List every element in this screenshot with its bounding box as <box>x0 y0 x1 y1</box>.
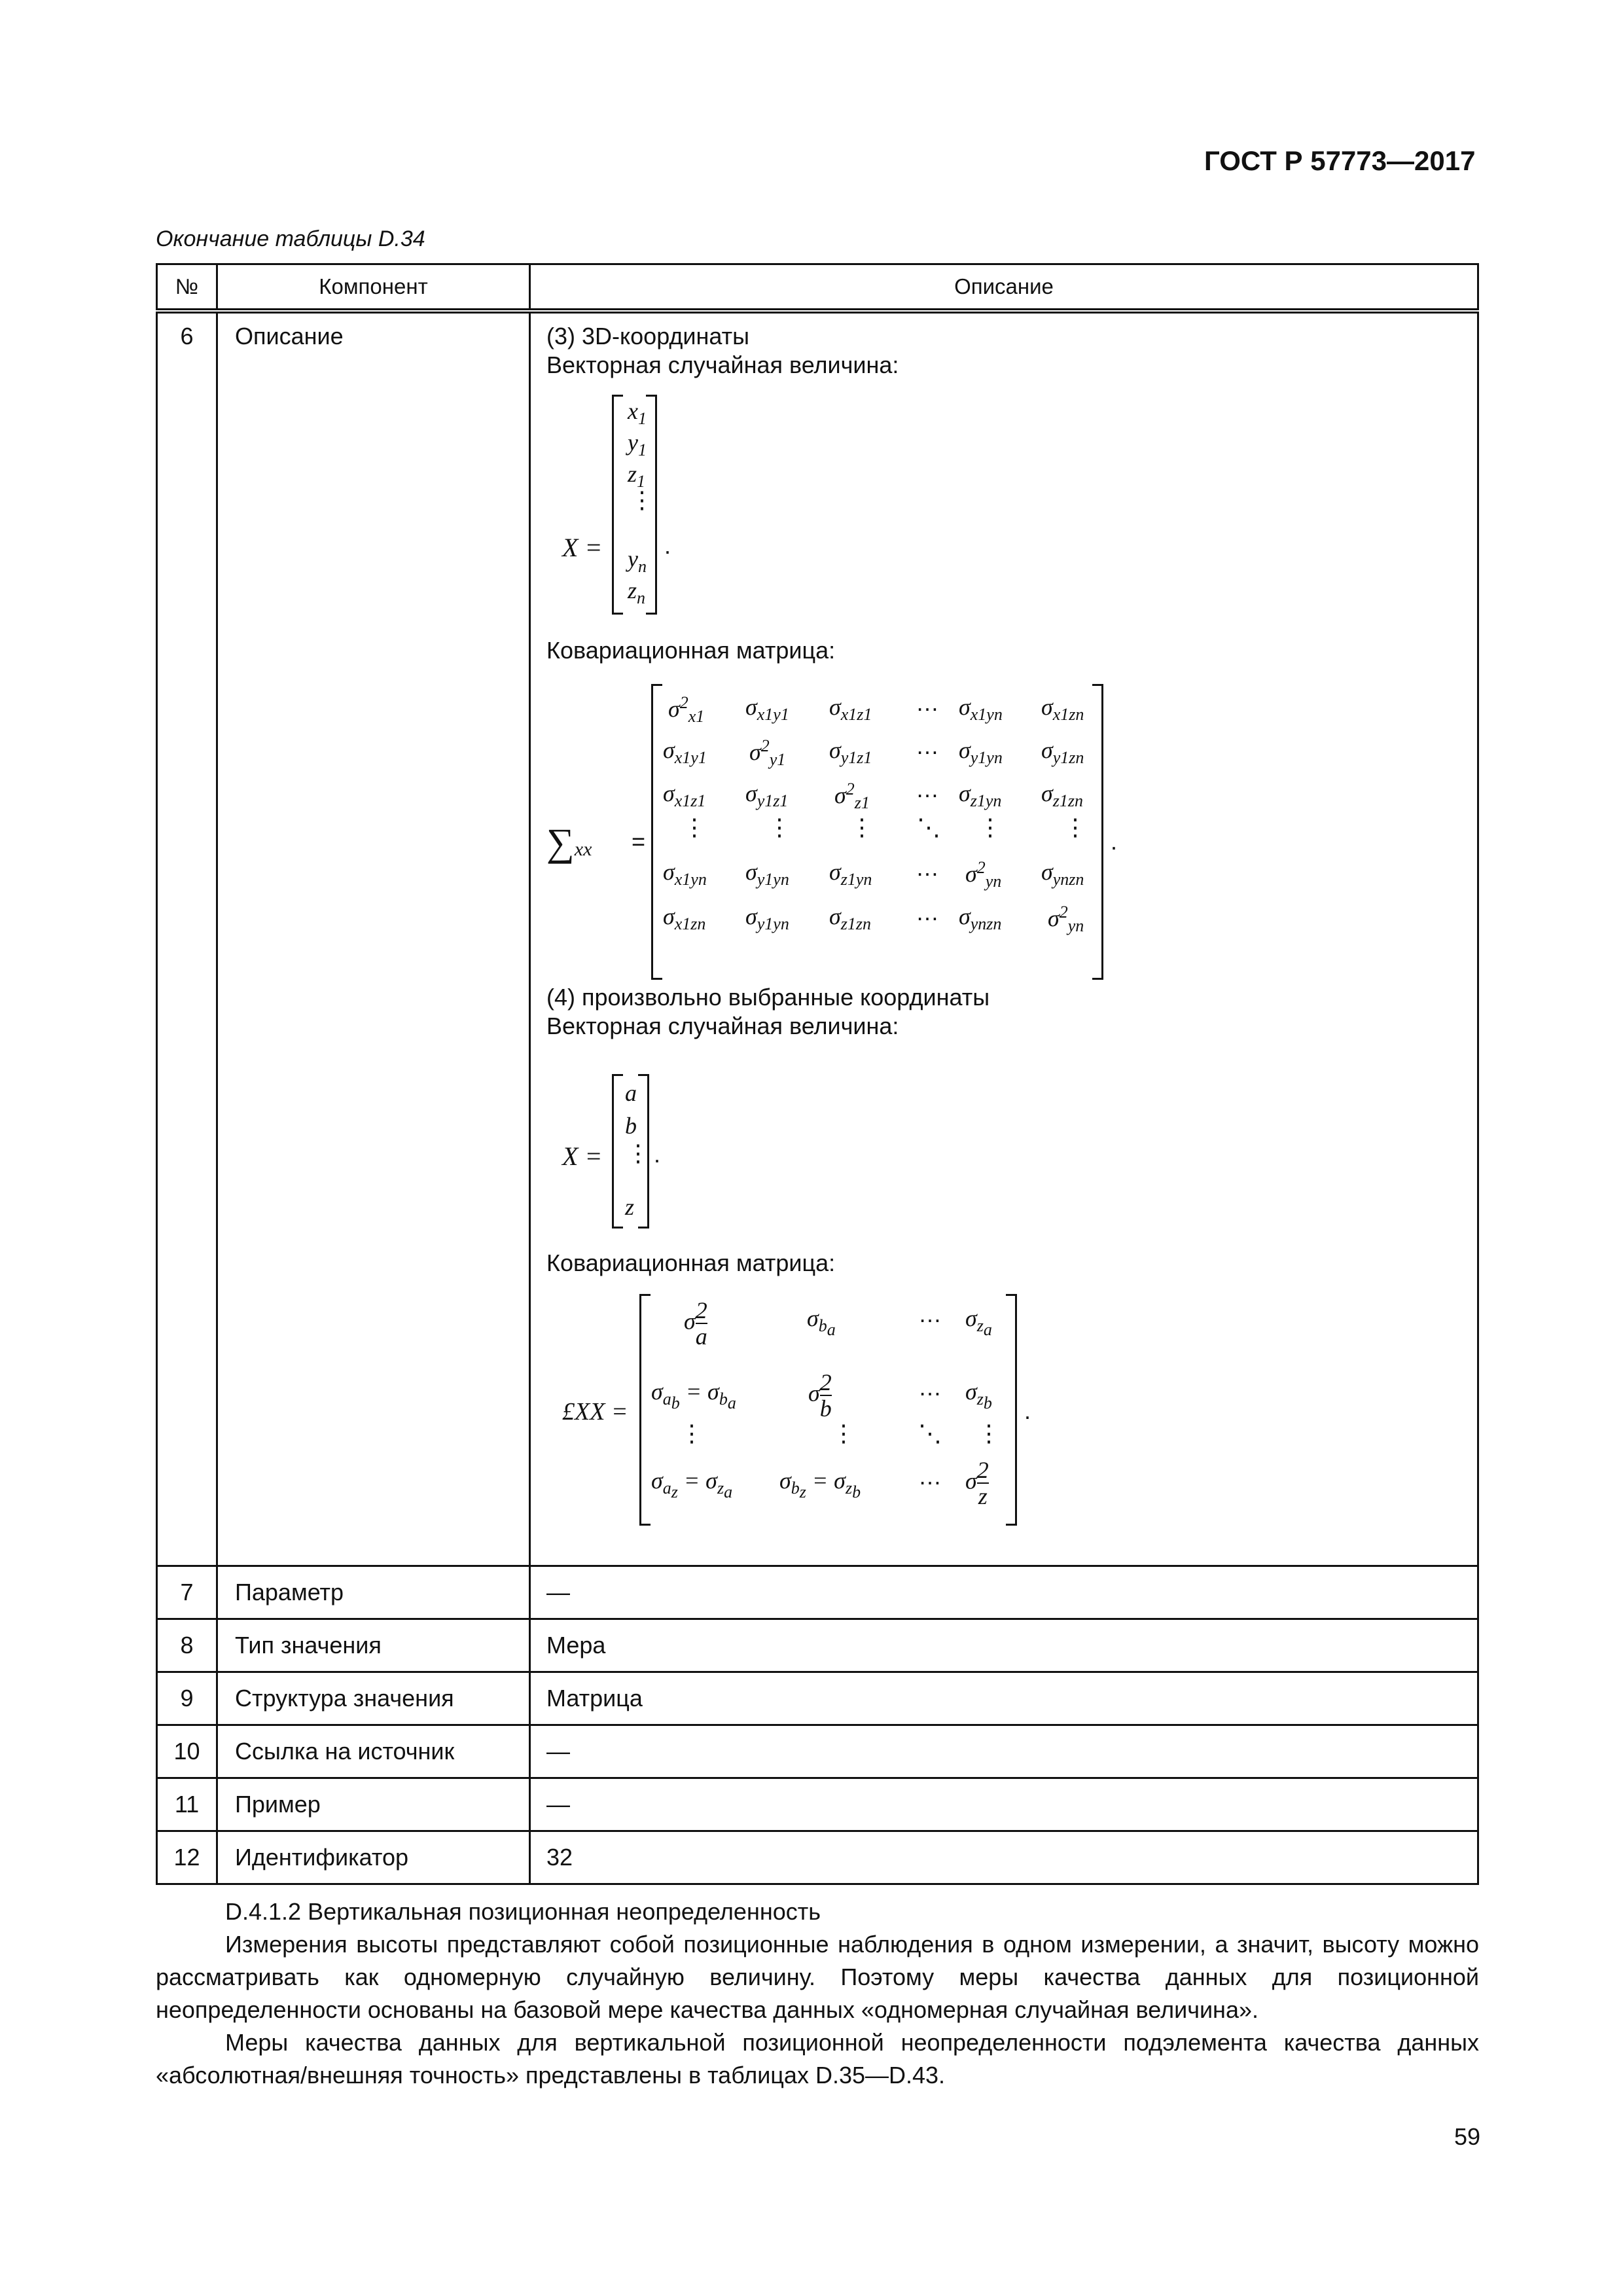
table-row <box>157 1831 1478 1884</box>
bracket-right <box>1092 684 1103 980</box>
table-d34 <box>156 263 1479 1885</box>
bracket-left <box>612 395 623 615</box>
section-heading: D.4.1.2 Вертикальная позиционная неопределенность <box>225 1898 821 1925</box>
row-component: Параметр <box>217 1566 530 1619</box>
pound-label: £XX = <box>562 1398 628 1426</box>
row-number: 9 <box>157 1672 217 1725</box>
table-header-row <box>157 264 1478 312</box>
paragraph: Измерения высоты представляют собой позиционные наблюдения в одном измерении, а значит, высоту можно рассматривать как одномерную случайную величину. Поэтому меры качества данных для позиционной неопределенности основаны на базовой мере качества данных «одномерная случайная величина». <box>156 1931 1479 2023</box>
bracket-left <box>612 1074 623 1229</box>
row-number: 7 <box>157 1566 217 1619</box>
row-component: Ссылка на источник <box>217 1725 530 1778</box>
row-component: Описание <box>217 311 530 1566</box>
col-header-description: Описание <box>530 264 1478 312</box>
section-3d-heading: (3) 3D-координаты <box>546 323 749 350</box>
row-description: — <box>530 1778 1478 1831</box>
table-row <box>157 1672 1478 1725</box>
row-number: 10 <box>157 1725 217 1778</box>
row-component: Пример <box>217 1778 530 1831</box>
row-description <box>530 311 1478 1566</box>
row-description: Матрица <box>530 1672 1478 1725</box>
table-caption: Окончание таблицы D.34 <box>156 226 425 251</box>
col-header-number: № <box>157 264 217 312</box>
section-arbitrary-heading: (4) произвольно выбранные координаты <box>546 984 990 1011</box>
row-description: Мера <box>530 1619 1478 1672</box>
row-description: — <box>530 1566 1478 1619</box>
col-header-component: Компонент <box>217 264 530 312</box>
row-description: 32 <box>530 1831 1478 1884</box>
document-code: ГОСТ Р 57773—2017 <box>1204 145 1476 176</box>
vector-label: Векторная случайная величина: <box>546 1013 899 1039</box>
row-component: Идентификатор <box>217 1831 530 1884</box>
row-number: 11 <box>157 1778 217 1831</box>
bracket-right <box>1006 1294 1017 1526</box>
paragraph: Меры качества данных для вертикальной позиционной неопределенности подэлемента качества данных «абсолютная/внешняя точность» представлены в таблицах D.35—D.43. <box>156 2029 1479 2089</box>
row-component: Структура значения <box>217 1672 530 1725</box>
page-number: 59 <box>1454 2123 1481 2150</box>
row-component: Тип значения <box>217 1619 530 1672</box>
vector-label: Векторная случайная величина: <box>546 351 899 378</box>
formula-area: (3) 3D-координаты Векторная случайная величина: X = $x_1$ $y_1$ $z_1$ ⋮ $y_n$ $z_n$ . Ковариационная матрица: ∑xx = $\sigma^2_{x1}$ $\sigma_{x1y1}$ $\sigma_{x1z1}$ … $\sigma_{x1yn}$ $\sigma_{x1zn}$ $\sigma_{x1y1}$ $\sigma^2_{y1}$ $\sigma_{y1z1}$ … $\sigma_{y1yn}$ $\sigma_{y1zn}$ $\sigma_{x1z1}$ $\sigma_{y1z1}$ $\sigma^2_{z1}$ … $\sigma_{z1yn}$ $\sigma_{z1zn}$ ⋮ ⋮ ⋮ ⋱ ⋮ ⋮ $\sigma_{x1yn}$ $\sigma_{y1yn}$ $\sigma_{z1yn}$ … $\sigma^2_{yn}$ $\sigma_{ynzn}$ $\sigma_{x1zn}$ $\sigma_{y1yn}$ $\sigma_{z1zn}$ … $\sigma_{ynzn}$ $\sigma^2_{yn}$ . (4) произвольно выбранные координаты Векторная случайная величина: X = a b ⋮ z . Ковариационная матрица: £XX = σ $\frac{2}{a}$ $\sigma_{b_a}$ … $\sigma_{z_a}$ $\sigma_{a_b} = \sigma_{b_a}$ σ $\frac{2}{b}$ … $\sigma_{z_b}$ ⋮ ⋮ ⋱ ⋮ $\sigma_{a_z} = \sigma_{z_a}$ $\sigma_{b_z} = \sigma_{z_b}$ … σ $\frac{2}{z}$ . <box>546 323 1477 1565</box>
row-description: — <box>530 1725 1478 1778</box>
bracket-left <box>639 1294 651 1526</box>
vector-x-label: X = <box>562 533 603 562</box>
table-row <box>157 1566 1478 1619</box>
row-number: 12 <box>157 1831 217 1884</box>
table-row <box>157 1619 1478 1672</box>
table-row <box>157 1725 1478 1778</box>
row-number: 8 <box>157 1619 217 1672</box>
row-number: 6 <box>157 311 217 1566</box>
sum-symbol: ∑xx <box>546 821 592 864</box>
vector-x-label: X = <box>562 1141 603 1171</box>
table-row <box>157 1778 1478 1831</box>
covariance-label: Ковариационная матрица: <box>546 1249 836 1276</box>
bracket-left <box>651 684 662 980</box>
covariance-label: Ковариационная матрица: <box>546 637 836 664</box>
table-row <box>157 311 1478 1566</box>
